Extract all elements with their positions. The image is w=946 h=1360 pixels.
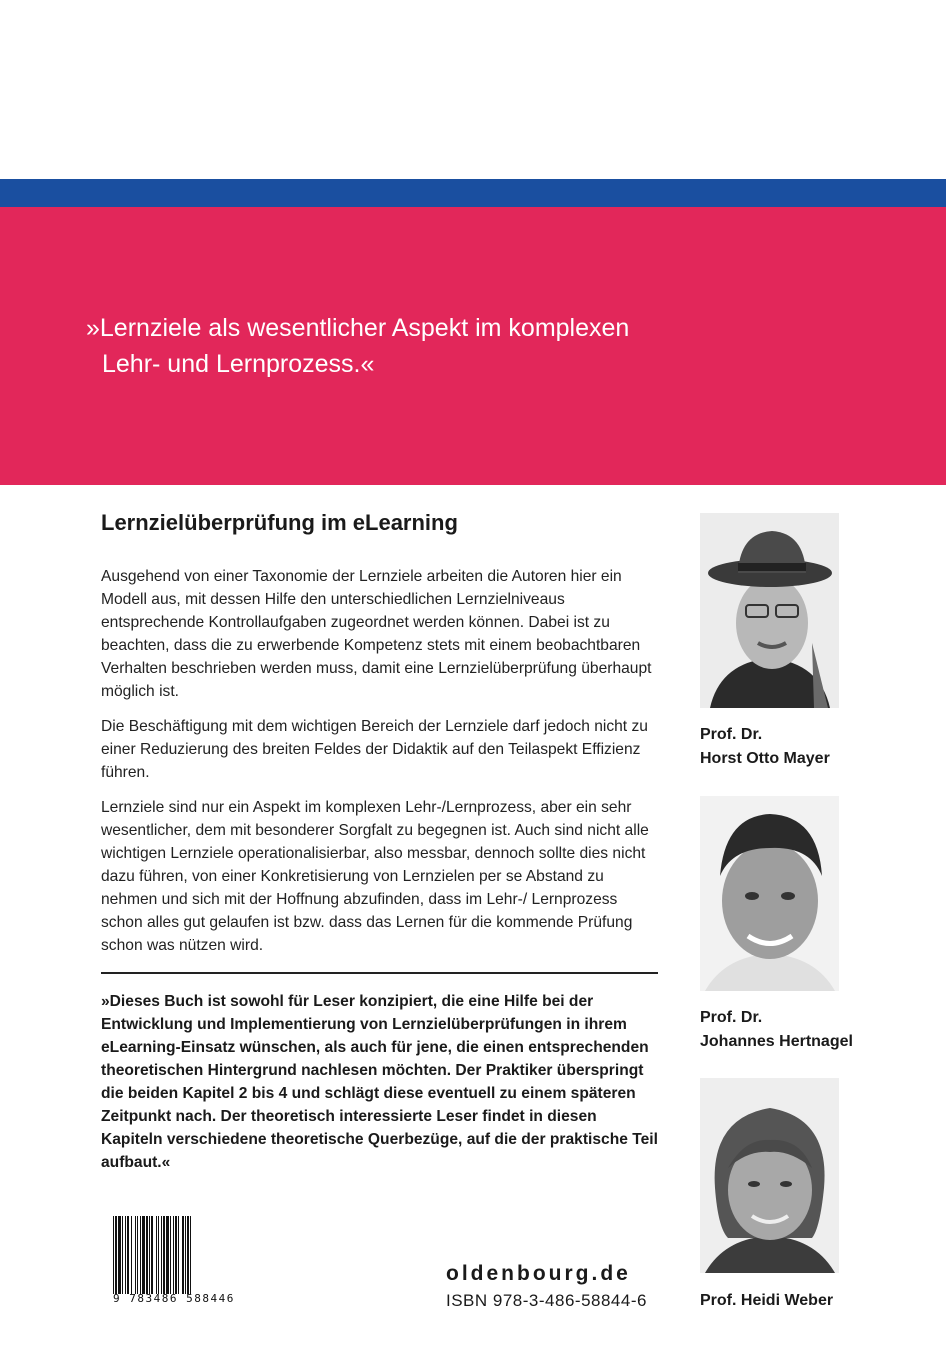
isbn-barcode	[113, 1216, 253, 1304]
author-caption-mayer	[700, 723, 830, 771]
isbn-number: ISBN 978-3-486-58844-6	[446, 1291, 647, 1310]
author-title: Prof. Dr.	[700, 1009, 763, 1026]
blue-band	[0, 179, 946, 207]
author-title: Prof. Dr.	[700, 726, 763, 743]
author-name: Horst Otto Mayer	[700, 750, 830, 767]
author-caption-weber	[700, 1289, 833, 1313]
author-name: Johannes Hertnagel	[700, 1033, 853, 1050]
author-photo-weber	[700, 1078, 839, 1273]
barcode-bar	[191, 1216, 192, 1294]
blurb-paragraph-1: Ausgehend von einer Taxonomie der Lernziele arbeiten die Autoren hier ein Modell aus, mit dessen Hilfe den unterschiedlichen Lernzielniveaus entsprechende Kontrollaufgaben zugeordnet werden können. Dabei ist zu beachten, dass die zu erwerbende Kompetenz stets mit einem beobachtbaren Verhalten beschrieben werden muss, damit eine Lernzielüberprüfung überhaupt möglich ist.	[101, 568, 652, 700]
author-photo-mayer	[700, 513, 839, 708]
cover-quote-line1: »Lernziele als wesentlicher Aspekt im komplexen	[86, 314, 630, 342]
cover-quote	[86, 310, 786, 382]
book-title: Lernzielüberprüfung im eLearning	[101, 510, 458, 535]
barcode-digits: 9 783486 588446	[113, 1292, 235, 1305]
blurb-text	[101, 565, 661, 969]
blurb-paragraph-3: Lernziele sind nur ein Aspekt im komplexen Lehr-/Lernprozess, aber ein sehr wesentlicher, dem mit besonderer Sorgfalt zu begegnen ist. Auch sind nicht alle wichtigen Lernziele operationalisierbar, also messbar, dennoch sollte dies nicht dazu führen, von einer Konkretisierung von Lernzielen per se Abstand zu nehmen und sich mit der Hoffnung abzufinden, dass im Lehr-/ Lernprozess schon alles gut gelaufen ist bzw. dass das Lernen für die kommende Prüfung schon was nützen wird.	[101, 799, 649, 954]
divider	[101, 972, 658, 974]
blurb-paragraph-2: Die Beschäftigung mit dem wichtigen Bereich der Lernziele darf jedoch nicht zu einer Reduzierung des breiten Feldes der Didaktik auf den Teilaspekt Effizienz führen.	[101, 718, 648, 781]
publisher-url: oldenbourg.de	[446, 1262, 631, 1285]
author-photo-hertnagel	[700, 796, 839, 991]
book-quote: »Dieses Buch ist sowohl für Leser konzipiert, die eine Hilfe bei der Entwicklung und Implementierung von Lernzielüberprüfungen in ihrem eLearning-Einsatz wünschen, als auch für jene, die einen entsprechenden theoretischen Hintergrund nachlesen möchten. Der Praktiker überspringt die beiden Kapitel 2 bis 4 und schlägt diese eventuell zu einem späteren Zeitpunkt nach. Der theoretisch interessierte Leser findet in diesen Kapiteln verschiedene theoretische Querbezüge, auf die der praktische Teil aufbaut.«	[101, 993, 658, 1171]
author-name: Prof. Heidi Weber	[700, 1292, 834, 1309]
barcode-bars	[113, 1216, 253, 1294]
cover-quote-line2: Lehr- und Lernprozess.«	[102, 350, 375, 378]
author-caption-hertnagel	[700, 1006, 853, 1054]
